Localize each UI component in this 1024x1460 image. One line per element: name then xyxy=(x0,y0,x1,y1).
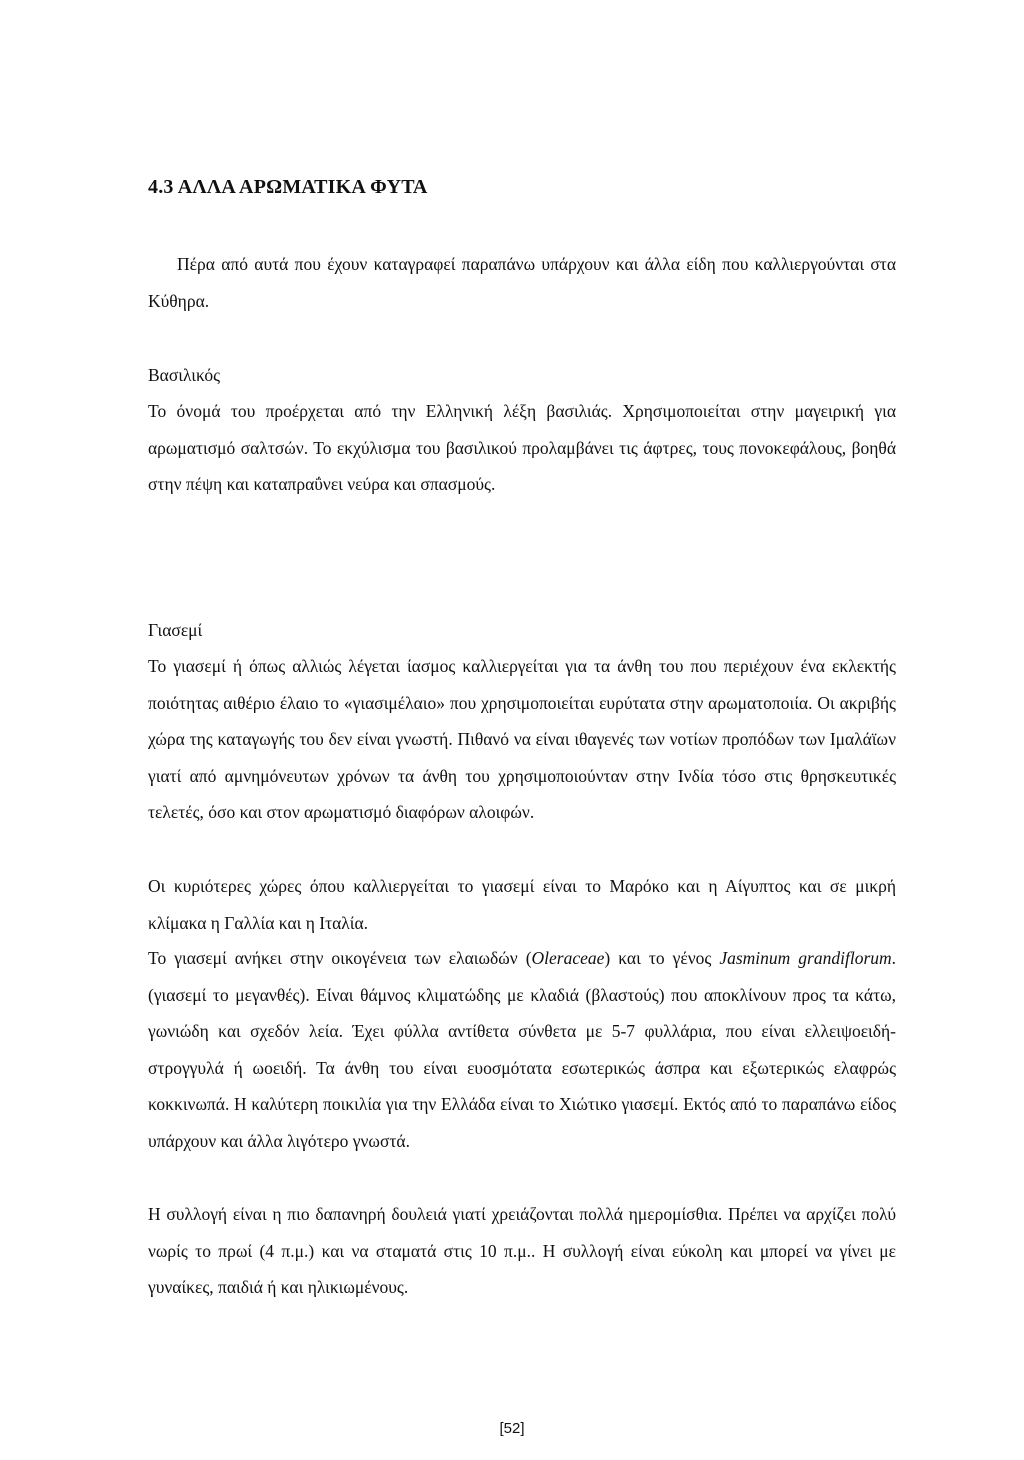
family-name: Oleraceae xyxy=(531,948,605,968)
jasmine-paragraph-botany xyxy=(148,940,896,1159)
page-number: [52] xyxy=(499,1420,525,1437)
jasmine-paragraph-countries: Οι κυριότερες χώρες όπου καλλιεργείται το γιασεμί είναι το Μαρόκο και η Αίγυπτος και σε μικρή κλίμακα η Γαλλία και η Ιταλία. xyxy=(148,876,896,933)
intro-paragraph: Πέρα από αυτά που έχουν καταγραφεί παραπάνω υπάρχουν και άλλα είδη που καλλιεργούνται στα Κύθηρα. xyxy=(148,254,896,311)
jasmine-paragraph-origin: Το γιασεμί ή όπως αλλιώς λέγεται ίασμος καλλιεργείται για τα άνθη του που περιέχουν ένα εκλεκτής ποιότητας αιθέριο έλαιο το «γιασιμέλαιο» που χρησιμοποιείται ευρύτατα στην αρωματοποιία. Οι ακριβής χώρα της καταγωγής του δεν είναι γνωστή. Πιθανό να είναι ιθαγενές των νοτίων προπόδων των Ιμαλάϊων γιατί από αμνημόνευτων χρόνων τα άνθη του χρησιμοποιούνταν στην Ινδία τόσο στις θρησκευτικές τελετές, όσο και στον αρωματισμό διαφόρων αλοιφών. xyxy=(148,656,896,822)
genus-name: Jasminum grandiflorum xyxy=(719,948,892,968)
botany-text-mid: ) και το γένος xyxy=(604,948,720,968)
basil-title: Βασιλικός xyxy=(148,365,221,385)
basil-paragraph: Το όνομά του προέρχεται από την Ελληνική λέξη βασιλιάς. Χρησιμοποιείται στην μαγειρική για αρωματισμό σαλτσών. Το εκχύλισμα του βασιλικού προλαμβάνει τις άφτρες, τους πονοκεφάλους, βοηθά στην πέψη και καταπραΰνει νεύρα και σπασμούς. xyxy=(148,401,896,494)
jasmine-title: Γιασεμί xyxy=(148,620,203,640)
jasmine-paragraph-harvest: Η συλλογή είναι η πιο δαπανηρή δουλειά γιατί χρειάζονται πολλά ημερομίσθια. Πρέπει να αρχίζει πολύ νωρίς το πρωί (4 π.μ.) και να σταματά στις 10 π.μ.. Η συλλογή είναι εύκολη και μπορεί να γίνει με γυναίκες, παιδιά ή και ηλικιωμένους. xyxy=(148,1204,896,1297)
section-heading: 4.3 ΑΛΛΑ ΑΡΩΜΑΤΙΚΑ ΦΥΤΑ xyxy=(148,176,428,198)
botany-text-end: . (γιασεμί το μεγανθές). Είναι θάμνος κλιματώδης με κλαδιά (βλαστούς) που αποκλίνουν προς τα κάτω, γωνιώδη και σχεδόν λεία. Έχει φύλλα αντίθετα σύνθετα με 5-7 φυλλάρια, που είναι ελλειψοειδή-στρογγυλά ή ωοειδή. Τα άνθη του είναι ευοσμότατα εσωτερικώς άσπρα και εξωτερικώς ελαφρώς κοκκινωπά. Η καλύτερη ποικιλία για την Ελλάδα είναι το Χιώτικο γιασεμί. Εκτός από το παραπάνω είδος υπάρχουν και άλλα λιγότερο γνωστά. xyxy=(148,948,897,1151)
botany-text-start: Το γιασεμί ανήκει στην οικογένεια των ελαιωδών ( xyxy=(148,948,532,968)
